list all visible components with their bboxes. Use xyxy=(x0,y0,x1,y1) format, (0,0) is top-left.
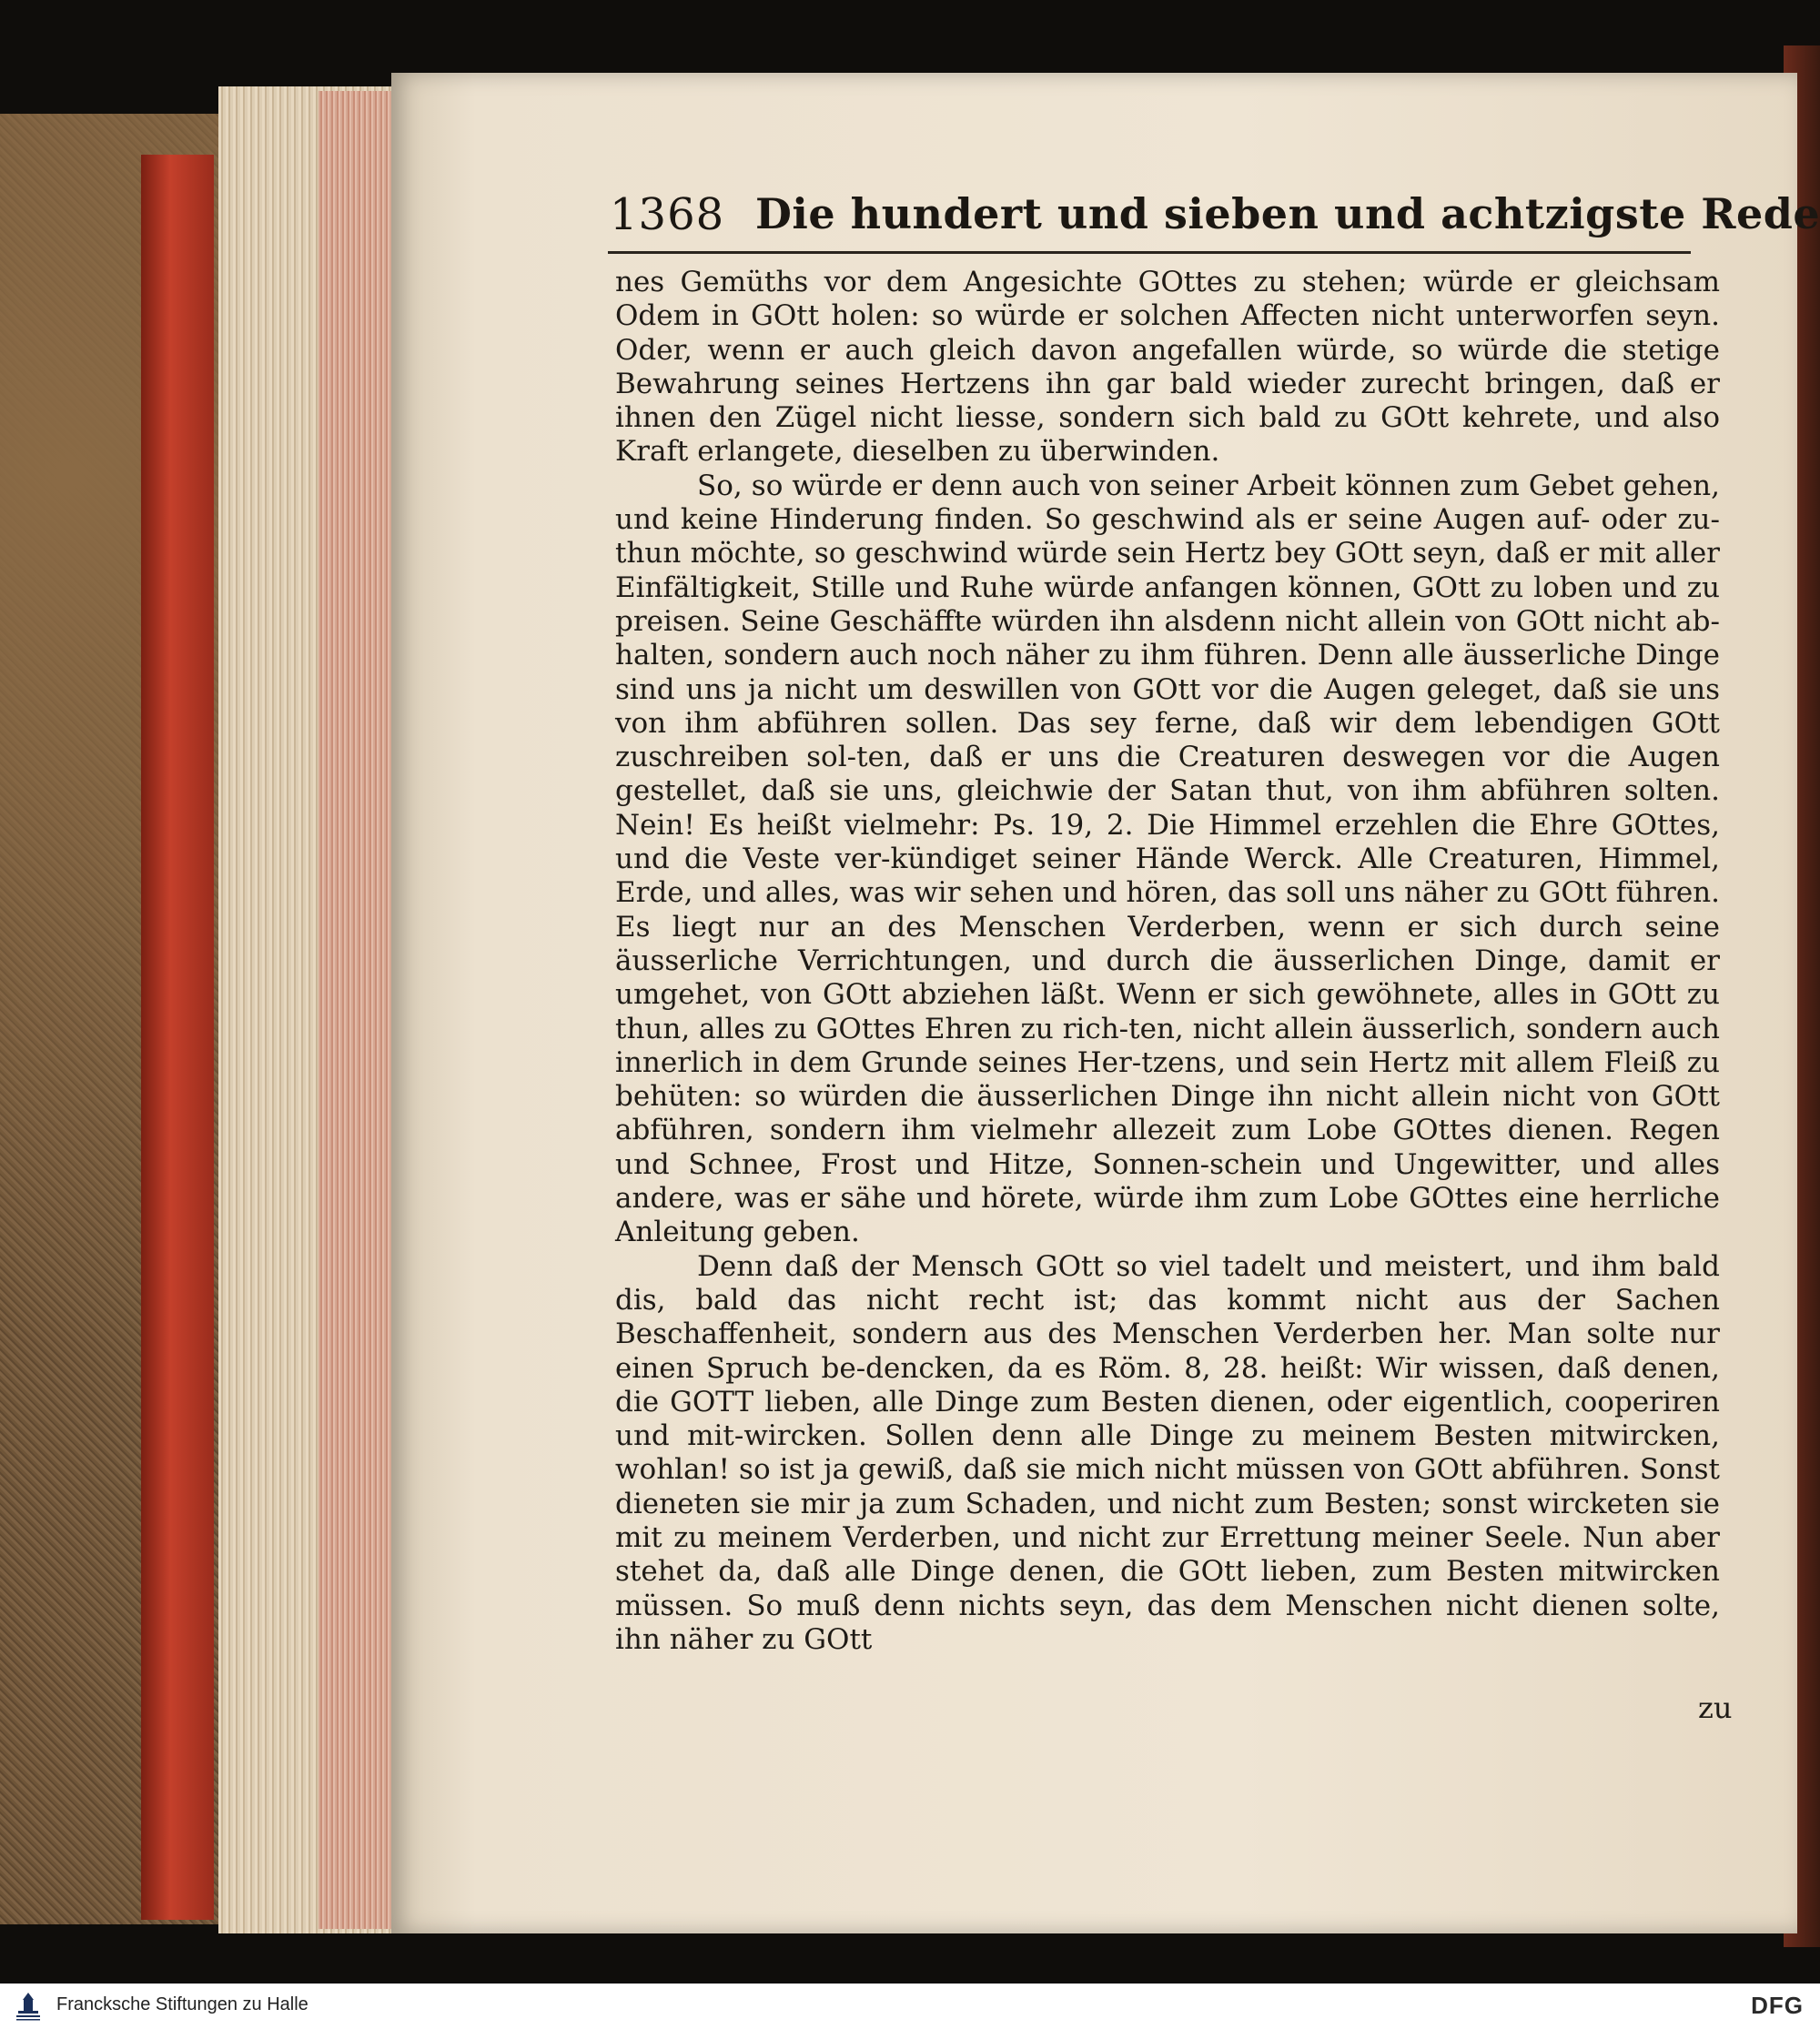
page-stack-edge xyxy=(318,91,400,1929)
catchword: zu xyxy=(1698,1691,1733,1725)
dfg-badge[interactable]: DFG xyxy=(1751,1992,1804,2019)
book-edge-red xyxy=(141,155,214,1920)
institution-name[interactable]: Francksche Stiftungen zu Halle xyxy=(56,1994,308,2014)
page-header xyxy=(610,189,1820,253)
institution-logo-icon xyxy=(9,1987,47,2025)
page-body xyxy=(615,266,1720,1657)
paragraph: So, so würde er denn auch von seiner Arbeit können zum Gebet gehen, und keine Hinderung finden. So geschwind als er seine Augen auf- oder zu-thun möchte, so geschwind würde sein Hertz bey GOtt seyn, daß er mit aller Einfältigkeit, Stille und Ruhe würde anfangen können, GOtt zu loben und zu preisen. Seine Geschäffte würden ihn alsdenn nicht allein von GOtt nicht ab-halten, sondern auch noch näher zu ihm führen. Denn alle äusserliche Dinge sind uns ja nicht um deswillen von GOtt vor die Augen geleget, daß sie uns von ihm abführen sollen. Das sey ferne, daß wir dem lebendigen GOtt zuschreiben sol-ten, daß er uns die Creaturen deswegen vor die Augen gestellet, daß sie uns, gleichwie der Satan thut, von ihm abführen solten. Nein! Es heißt vielmehr: Ps. 19, 2. Die Himmel erzehlen die Ehre GOttes, und die Veste ver-kündiget seiner Hände Werck. Alle Creaturen, Himmel, Erde, und alles, was wir sehen und hören, das soll uns näher zu GOtt führen. Es liegt nur an des Menschen Verderben, wenn er sich durch seine äusserliche Verrichtungen, und durch die äusserlichen Dinge, damit er umgehet, von GOtt abziehen läßt. Wenn er sich gewöhnete, alles in GOtt zu thun, alles zu GOttes Ehren zu rich-ten, nicht allein äusserlich, sondern auch innerlich in dem Grunde seines Her-tzens, und sein Hertz mit allem Fleiß zu behüten: so würden die äusserlichen Dinge ihn nicht allein nicht von GOtt abführen, sondern ihm vielmehr allezeit zum Lobe GOttes dienen. Regen und Schnee, Frost und Hitze, Sonnen-schein und Ungewitter, und alles andere, was er sähe und hörete, würde ihm zum Lobe GOttes eine herrliche Anleitung geben. xyxy=(615,469,1720,1249)
header-rule xyxy=(608,251,1691,254)
paragraph: Denn daß der Mensch GOtt so viel tadelt und meistert, und ihm bald dis, bald das nicht recht ist; das kommt nicht aus der Sachen Beschaffenheit, sondern aus des Menschen Verderben her. Man solte nur einen Spruch be-dencken, da es Röm. 8, 28. heißt: Wir wissen, daß denen, die GOTT lieben, alle Dinge zum Besten dienen, oder eigentlich, cooperiren und mit-wircken. Sollen denn alle Dinge zu meinem Besten mitwircken, wohlan! so ist ja gewiß, daß sie mich nicht müssen von GOtt abführen. Sonst dieneten sie mir ja zum Schaden, und nicht zum Besten; sonst wircketen sie mit zu meinem Verderben, und nicht zur Errettung meiner Seele. Nun aber stehet da, daß alle Dinge denen, die GOtt lieben, zum Besten mitwircken müssen. So muß denn nichts seyn, das dem Menschen nicht dienen solte, ihn näher zu GOtt xyxy=(615,1249,1720,1656)
running-title: Die hundert und sieben und achtzigste Rede xyxy=(755,189,1820,238)
paragraph: nes Gemüths vor dem Angesichte GOttes zu stehen; würde er gleichsam Odem in GOtt holen: so würde er solchen Affecten nicht unterworfen seyn. Oder, wenn er auch gleich davon angefallen würde, so würde die stetige Bewahrung seines Hertzens ihn gar bald wieder zurecht bringen, daß er ihnen den Zügel nicht liesse, sondern sich bald zu GOtt kehrete, und also Kraft erlangete, dieselben zu überwinden. xyxy=(615,266,1720,469)
page-number: 1368 xyxy=(610,189,725,240)
viewer-footer xyxy=(0,1984,1820,2029)
